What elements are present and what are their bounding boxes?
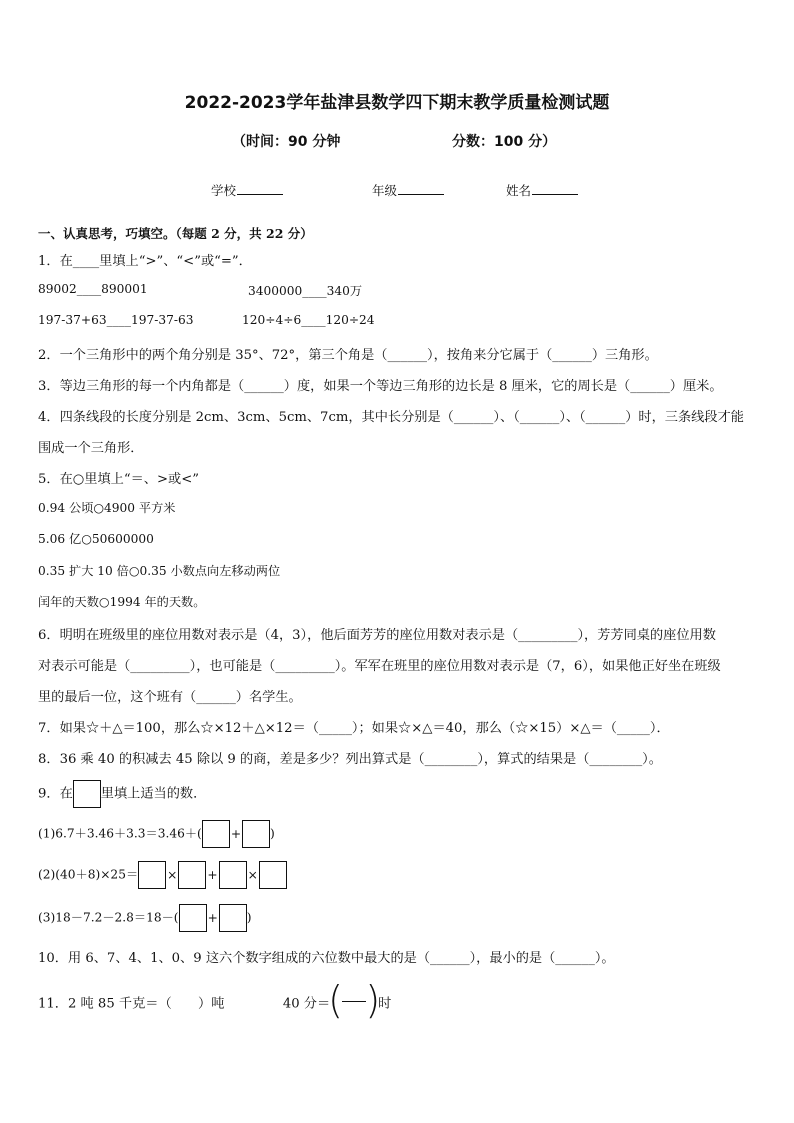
time-label: （时间：90 分钟 bbox=[232, 134, 341, 150]
name-field bbox=[506, 181, 578, 199]
grade-field bbox=[372, 181, 444, 199]
school-field bbox=[211, 181, 283, 199]
q3-text: 3．等边三角形的每一个内角都是（______）度，如果一个等边三角形的边长是 8 厘米，它的周长是（______）厘米。 bbox=[38, 379, 723, 394]
q10-text: 10．用 6、7、4、1、0、9 这六个数字组成的六位数中最大的是（______），最小的是（______）。 bbox=[38, 951, 615, 966]
q4-line1: 4．四条线段的长度分别是 2cm、3cm、5cm、7cm，其中长分别是（______）、（______）、（______）时，三条线段才能 bbox=[38, 410, 744, 425]
q4-line2: 围成一个三角形． bbox=[38, 441, 144, 456]
q5-item-c: 0.35 扩大 10 倍○0.35 小数点向左移动两位 bbox=[38, 564, 281, 578]
fraction-answer[interactable]: ( ) bbox=[328, 978, 381, 1022]
grade-label: 年级 bbox=[372, 183, 398, 198]
q9-stem: 9．在 里填上适当的数． bbox=[38, 780, 206, 808]
q1-item-d: 120÷4÷6____120÷24 bbox=[242, 313, 375, 327]
q6-line3: 里的最后一位，这个班有（______）名学生。 bbox=[38, 690, 302, 705]
answer-box[interactable] bbox=[242, 820, 270, 848]
q5-item-a: 0.94 公顷○4900 平方米 bbox=[38, 501, 176, 515]
school-blank bbox=[237, 184, 283, 195]
score-label: 分数：100 分） bbox=[452, 134, 557, 150]
q5-stem: 5．在○里填上“＝、>或<” bbox=[38, 472, 199, 487]
section-heading: 一、认真思考，巧填空。（每题 2 分，共 22 分） bbox=[38, 226, 313, 241]
q7-text: 7．如果☆＋△＝100，那么☆×12＋△×12＝（_____）；如果☆×△＝40，那么（☆×15）×△＝（_____）． bbox=[38, 721, 670, 736]
answer-box[interactable] bbox=[219, 904, 247, 932]
q1-item-c: 197-37+63____197-37-63 bbox=[38, 313, 194, 327]
q1-item-a: 89002____890001 bbox=[38, 282, 148, 296]
answer-box[interactable] bbox=[202, 820, 230, 848]
q9-row-1: (1)6.7＋3.46＋3.3＝3.46＋( + ) bbox=[38, 820, 275, 848]
grade-blank bbox=[398, 184, 444, 195]
answer-box[interactable] bbox=[219, 861, 247, 889]
q9-row-3: (3)18－7.2－2.8＝18－( + ) bbox=[38, 904, 252, 932]
q6-line2: 对表示可能是（_________），也可能是（_________）。军军在班里的座位用数对表示是（7，6），如果他正好坐在班级 bbox=[38, 659, 721, 674]
q6-line1: 6．明明在班级里的座位用数对表示是（4，3），他后面芳芳的座位用数对表示是（_________），芳芳同桌的座位用数 bbox=[38, 628, 716, 643]
answer-box[interactable] bbox=[259, 861, 287, 889]
answer-box[interactable] bbox=[178, 861, 206, 889]
q1-stem: 1．在____里填上“>”、“<”或“=”． bbox=[38, 254, 252, 269]
answer-box[interactable] bbox=[73, 780, 101, 808]
q8-text: 8．36 乘 40 的积减去 45 除以 9 的商，差是多少？列出算式是（________），算式的结果是（________）。 bbox=[38, 752, 662, 767]
answer-box[interactable] bbox=[179, 904, 207, 932]
q11-row: 11．2 吨 85 千克＝（ ）吨 40 分＝ ( ) 时 bbox=[38, 978, 392, 1022]
q2-text: 2．一个三角形中的两个角分别是 35°、72°，第三个角是（______），按角来分它属于（______）三角形。 bbox=[38, 348, 658, 363]
school-label: 学校 bbox=[211, 183, 237, 198]
q5-item-d: 闰年的天数○1994 年的天数。 bbox=[38, 595, 206, 609]
name-label: 姓名 bbox=[506, 183, 532, 198]
q1-item-b: 3400000____340万 bbox=[248, 284, 363, 298]
q5-item-b: 5.06 亿○50600000 bbox=[38, 532, 154, 546]
page-title: 2022-2023学年盐津县数学四下期末教学质量检测试题 bbox=[184, 93, 610, 113]
name-blank bbox=[532, 184, 578, 195]
answer-box[interactable] bbox=[138, 861, 166, 889]
q9-row-2: (2)(40＋8)×25＝ × + × bbox=[38, 861, 287, 889]
